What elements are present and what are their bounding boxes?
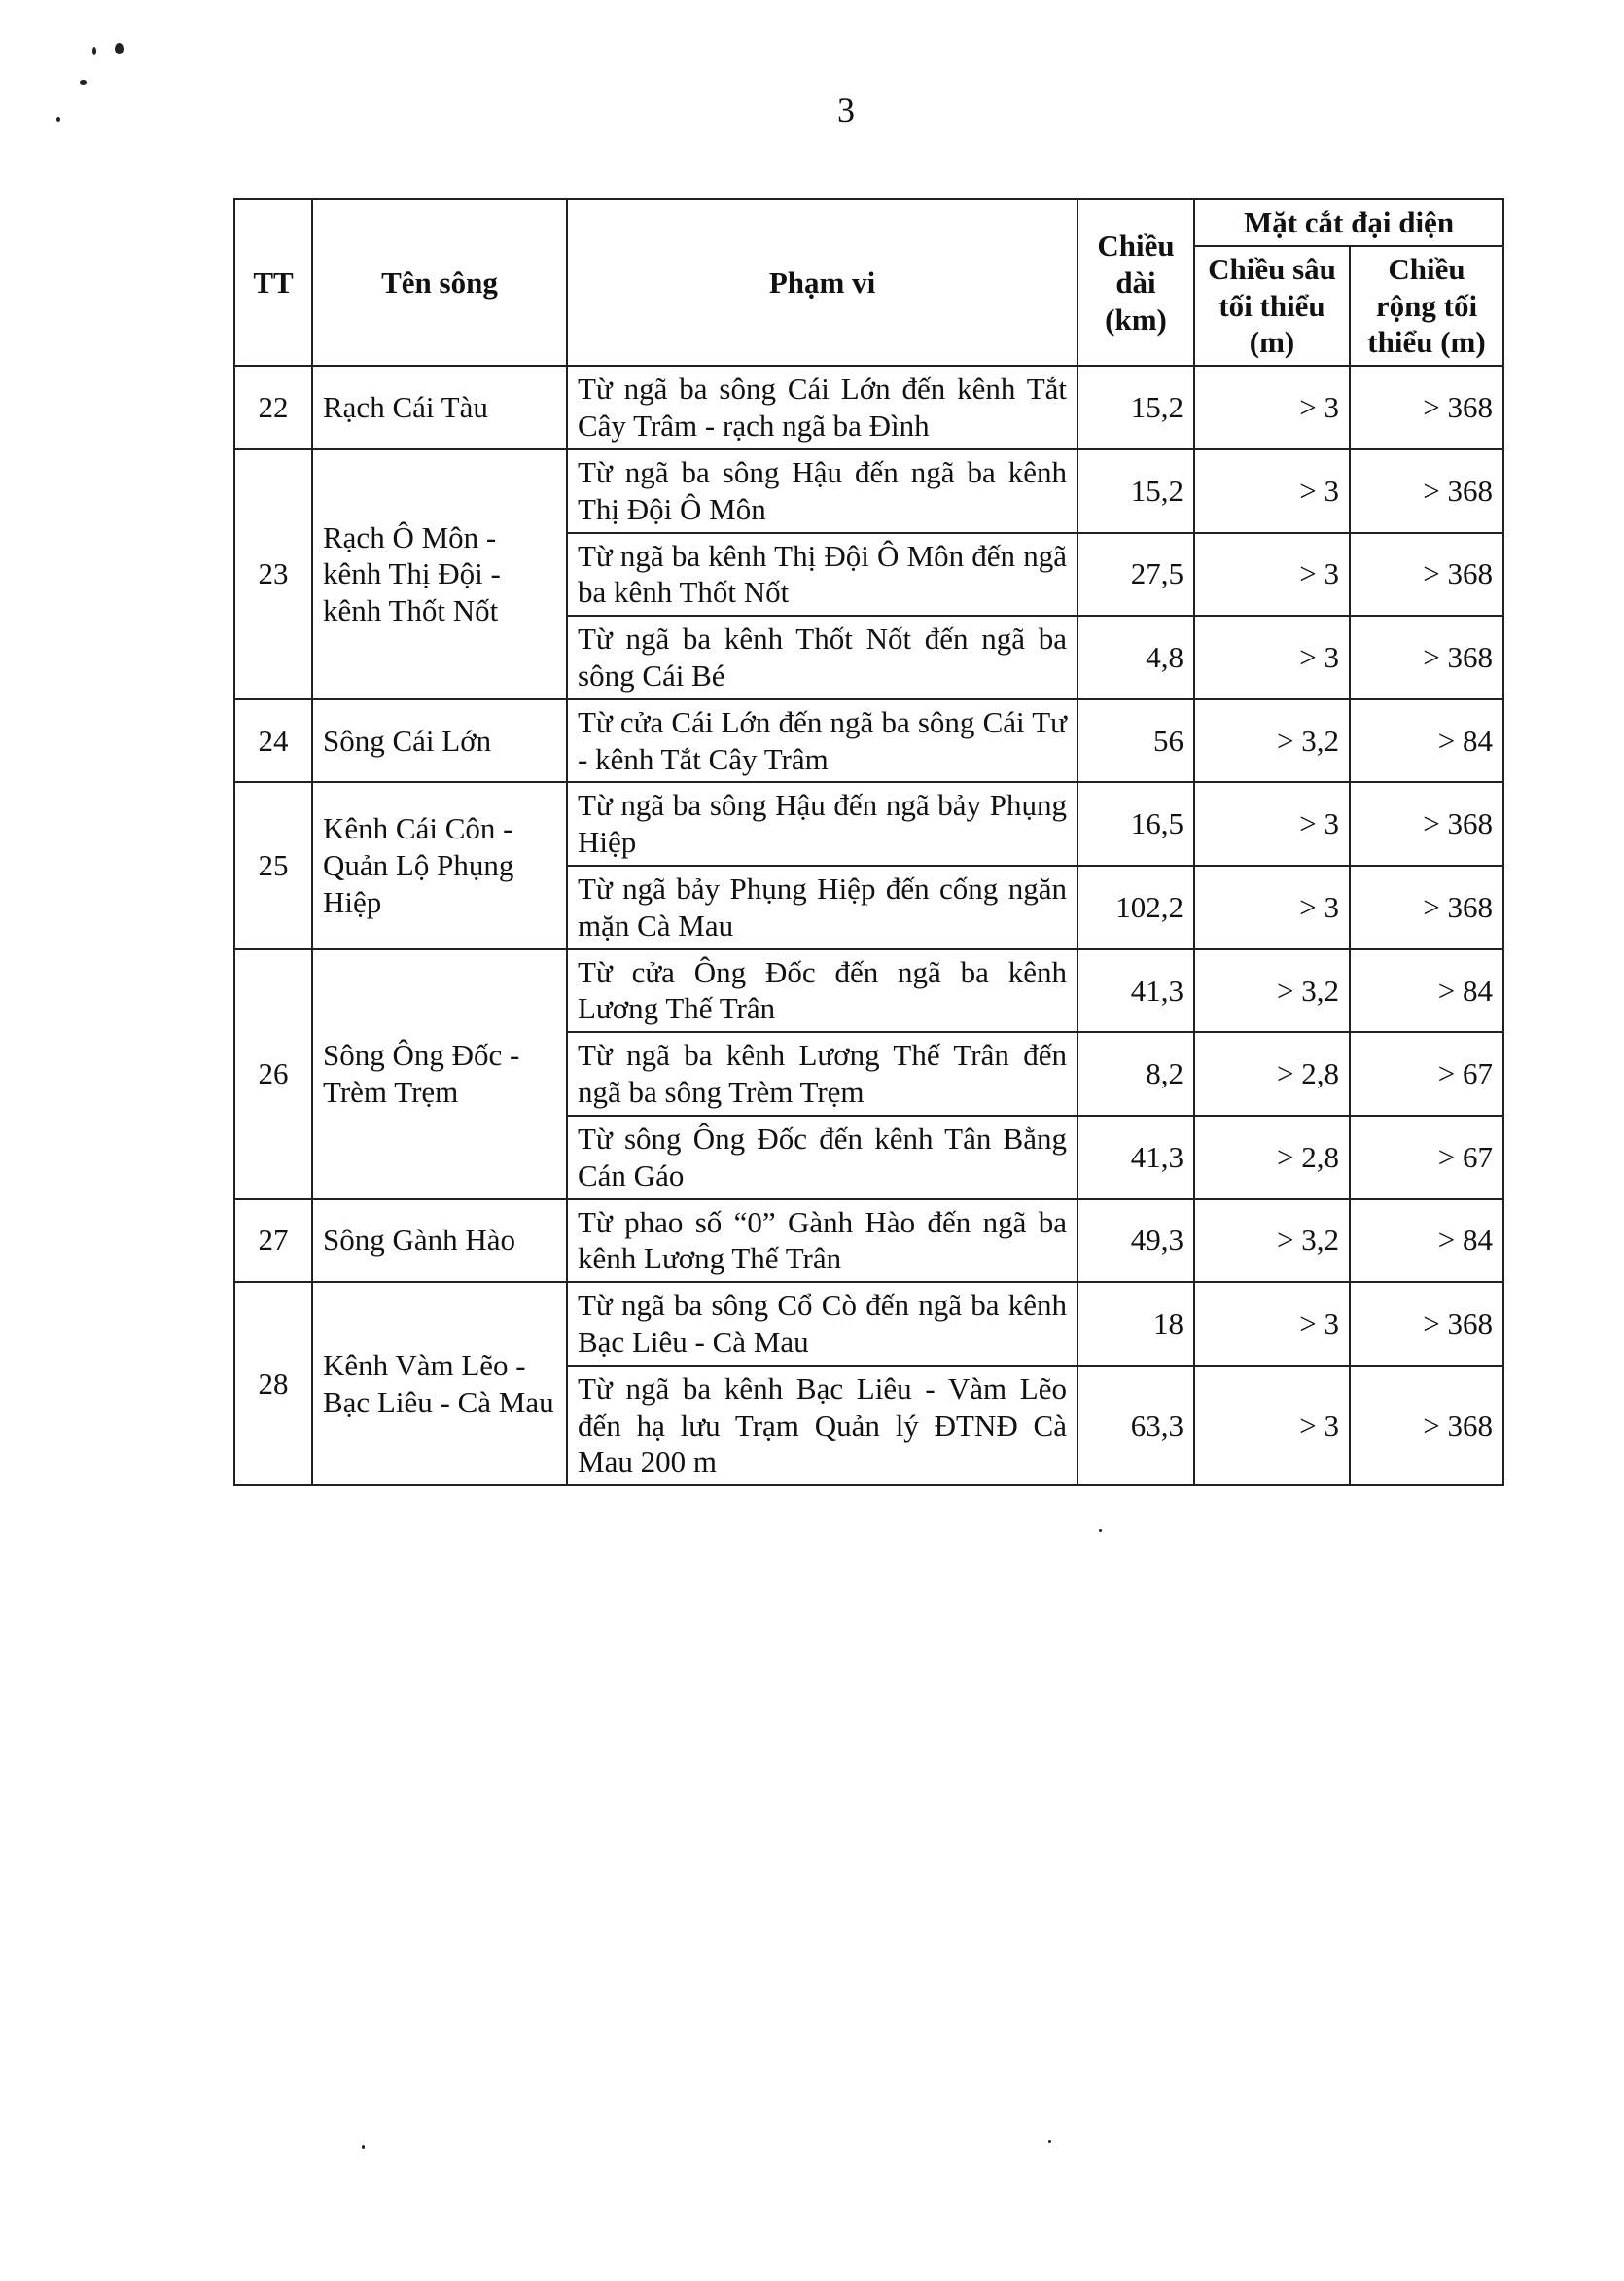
segment-min-width: > 84 (1350, 949, 1503, 1033)
header-depth: Chiều sâu tối thiểu (m) (1194, 246, 1350, 366)
segment-length: 49,3 (1077, 1199, 1194, 1283)
waterway-name: Kênh Cái Côn - Quản Lộ Phụng Hiệp (312, 782, 567, 948)
segment-length: 27,5 (1077, 533, 1194, 617)
table-row (234, 1199, 1503, 1283)
segment-min-depth: > 3 (1194, 533, 1350, 617)
header-section: Mặt cắt đại diện (1194, 199, 1503, 246)
segment-min-depth: > 3 (1194, 1282, 1350, 1366)
segment-length: 15,2 (1077, 366, 1194, 449)
segment-length: 56 (1077, 699, 1194, 783)
segment-range: Từ cửa Ông Đốc đến ngã ba kênh Lương Thế Trân (567, 949, 1077, 1033)
segment-range: Từ ngã ba sông Hậu đến ngã ba kênh Thị Đội Ô Môn (567, 449, 1077, 533)
header-name: Tên sông (312, 199, 567, 366)
table-row (234, 949, 1503, 1033)
page-number: 3 (837, 90, 855, 129)
header-length: Chiều dài (km) (1077, 199, 1194, 366)
table-row (234, 699, 1503, 783)
segment-range: Từ ngã ba kênh Thị Đội Ô Môn đến ngã ba kênh Thốt Nốt (567, 533, 1077, 617)
waterway-name: Sông Cái Lớn (312, 699, 567, 783)
segment-min-width: > 67 (1350, 1116, 1503, 1199)
segment-min-width: > 368 (1350, 616, 1503, 699)
segment-min-depth: > 2,8 (1194, 1116, 1350, 1199)
segment-range: Từ phao số “0” Gành Hào đến ngã ba kênh Lương Thế Trân (567, 1199, 1077, 1283)
waterway-name: Sông Ông Đốc - Trèm Trẹm (312, 949, 567, 1199)
table-row (234, 366, 1503, 449)
segment-min-depth: > 3,2 (1194, 699, 1350, 783)
segment-min-width: > 368 (1350, 533, 1503, 617)
segment-range: Từ ngã ba sông Cái Lớn đến kênh Tắt Cây Trâm - rạch ngã ba Đình (567, 366, 1077, 449)
table-body (234, 366, 1503, 1485)
segment-length: 4,8 (1077, 616, 1194, 699)
segment-length: 18 (1077, 1282, 1194, 1366)
row-number: 25 (234, 782, 312, 948)
segment-length: 15,2 (1077, 449, 1194, 533)
segment-min-width: > 368 (1350, 1282, 1503, 1366)
segment-min-depth: > 3,2 (1194, 1199, 1350, 1283)
segment-range: Từ sông Ông Đốc đến kênh Tân Bằng Cán Gáo (567, 1116, 1077, 1199)
segment-min-width: > 368 (1350, 449, 1503, 533)
header-tt: TT (234, 199, 312, 366)
segment-range: Từ ngã ba kênh Bạc Liêu - Vàm Lẽo đến hạ lưu Trạm Quản lý ĐTNĐ Cà Mau 200 m (567, 1366, 1077, 1485)
segment-min-width: > 84 (1350, 1199, 1503, 1283)
table-header (234, 199, 1503, 366)
row-number: 24 (234, 699, 312, 783)
scan-speck (1048, 2140, 1051, 2143)
segment-length: 8,2 (1077, 1032, 1194, 1116)
segment-length: 63,3 (1077, 1366, 1194, 1485)
segment-range: Từ ngã ba sông Hậu đến ngã bảy Phụng Hiệp (567, 782, 1077, 866)
waterway-name: Rạch Cái Tàu (312, 366, 567, 449)
table-row (234, 449, 1503, 533)
row-number: 22 (234, 366, 312, 449)
waterway-name: Kênh Vàm Lẽo - Bạc Liêu - Cà Mau (312, 1282, 567, 1485)
row-number: 26 (234, 949, 312, 1199)
scan-speck (92, 47, 96, 55)
segment-length: 41,3 (1077, 1116, 1194, 1199)
segment-range: Từ ngã ba kênh Lương Thế Trân đến ngã ba sông Trèm Trẹm (567, 1032, 1077, 1116)
segment-length: 102,2 (1077, 866, 1194, 949)
scan-speck (1099, 1529, 1102, 1532)
table-row (234, 1282, 1503, 1366)
segment-min-depth: > 3,2 (1194, 949, 1350, 1033)
header-range: Phạm vi (567, 199, 1077, 366)
segment-min-width: > 84 (1350, 699, 1503, 783)
scan-speck (115, 43, 124, 54)
segment-length: 41,3 (1077, 949, 1194, 1033)
segment-min-width: > 368 (1350, 782, 1503, 866)
segment-range: Từ ngã ba kênh Thốt Nốt đến ngã ba sông Cái Bé (567, 616, 1077, 699)
segment-min-width: > 368 (1350, 1366, 1503, 1485)
header-width: Chiều rộng tối thiểu (m) (1350, 246, 1503, 366)
segment-min-depth: > 3 (1194, 782, 1350, 866)
segment-min-width: > 368 (1350, 866, 1503, 949)
segment-range: Từ cửa Cái Lớn đến ngã ba sông Cái Tư - kênh Tắt Cây Trâm (567, 699, 1077, 783)
scan-speck (362, 2145, 365, 2149)
waterway-name: Sông Gành Hào (312, 1199, 567, 1283)
segment-min-depth: > 3 (1194, 366, 1350, 449)
table-row (234, 782, 1503, 866)
segment-min-depth: > 3 (1194, 1366, 1350, 1485)
row-number: 27 (234, 1199, 312, 1283)
segment-min-width: > 67 (1350, 1032, 1503, 1116)
segment-min-depth: > 3 (1194, 866, 1350, 949)
waterway-name: Rạch Ô Môn - kênh Thị Đội - kênh Thốt Nốt (312, 449, 567, 699)
segment-range: Từ ngã bảy Phụng Hiệp đến cống ngăn mặn Cà Mau (567, 866, 1077, 949)
waterways-table (233, 198, 1504, 1486)
segment-min-depth: > 2,8 (1194, 1032, 1350, 1116)
segment-min-width: > 368 (1350, 366, 1503, 449)
segment-min-depth: > 3 (1194, 616, 1350, 699)
row-number: 28 (234, 1282, 312, 1485)
scan-speck (80, 80, 87, 85)
segment-range: Từ ngã ba sông Cổ Cò đến ngã ba kênh Bạc Liêu - Cà Mau (567, 1282, 1077, 1366)
row-number: 23 (234, 449, 312, 699)
segment-length: 16,5 (1077, 782, 1194, 866)
segment-min-depth: > 3 (1194, 449, 1350, 533)
